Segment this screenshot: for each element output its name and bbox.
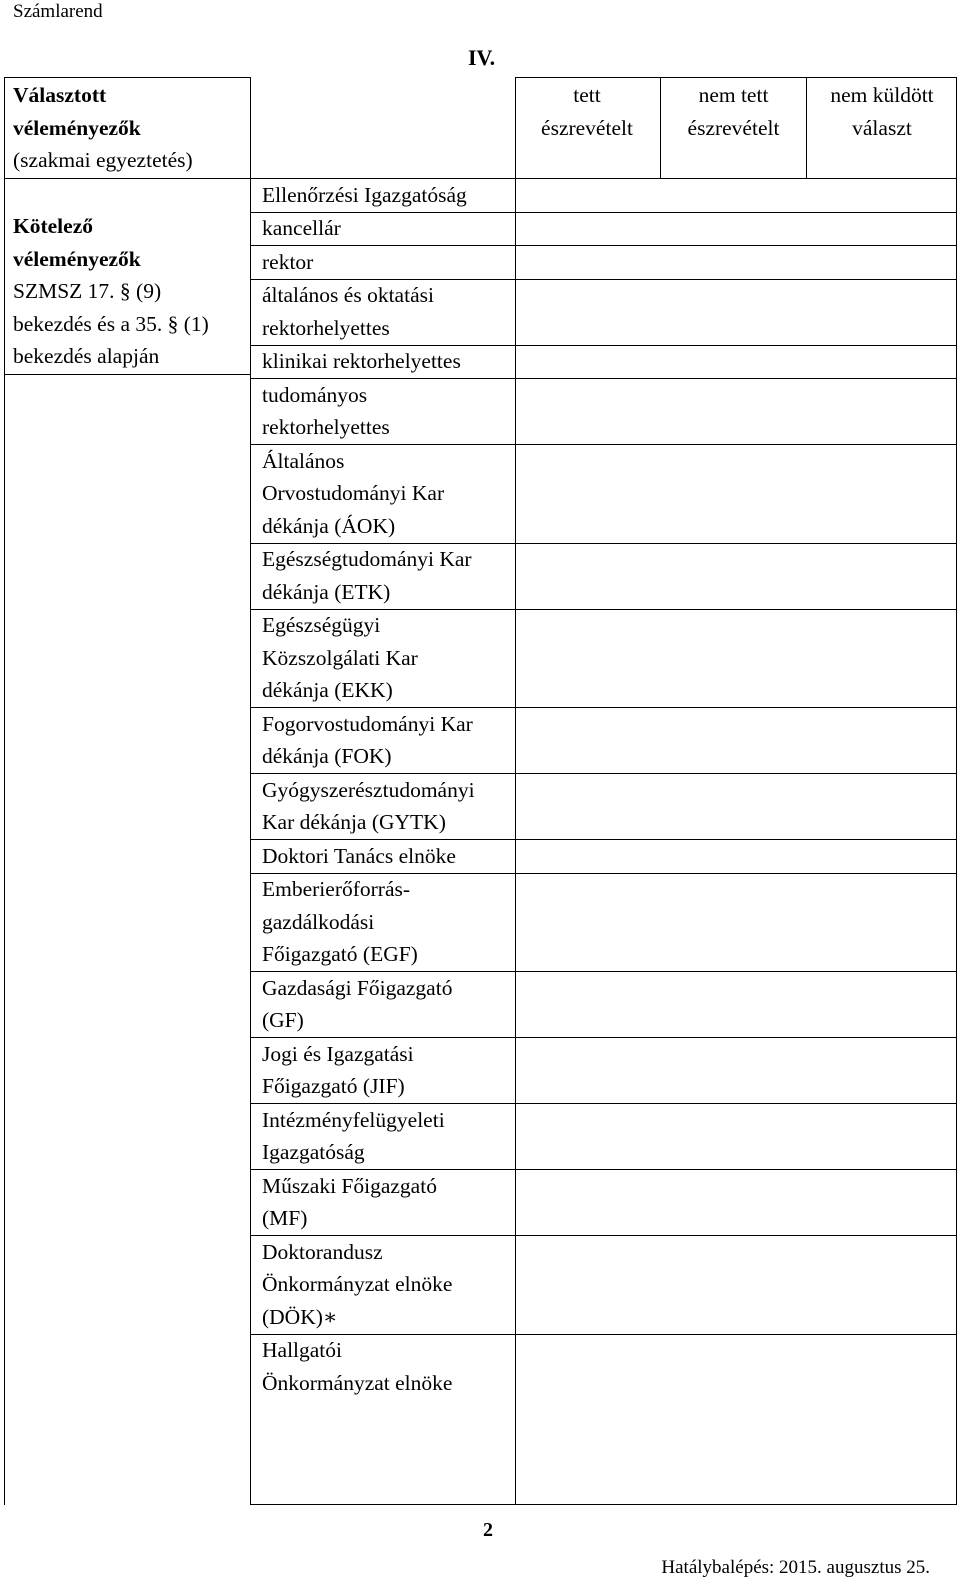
page-number: 2: [483, 1519, 493, 1541]
reviewer-row: [262, 1104, 516, 1169]
reviewer-row: [262, 609, 516, 707]
reviewer-name-line: Fogorvostudományi Kar: [262, 711, 473, 736]
reviewer-name-line: Emberierőforrás-: [262, 877, 411, 901]
reviewer-name-line: Főigazgató (EGF): [262, 942, 418, 966]
reviewer-row: [262, 246, 516, 279]
reviewer-row: [262, 1038, 516, 1103]
reviewer-name-line: tudományos: [262, 382, 368, 407]
reviewer-name-line: Főigazgató (JIF): [262, 1074, 405, 1098]
reviewer-name-line: dékánja (EKK): [262, 678, 393, 702]
reviewer-name-line: Doktorandusz: [262, 1239, 383, 1264]
reviewer-name-line: Hallgatói: [262, 1338, 343, 1362]
reviewer-row: [262, 543, 516, 608]
reviewer-name-line: Igazgatóság: [262, 1140, 365, 1164]
reviewer-name-line: Orvostudományi Kar: [262, 481, 445, 505]
right-border: [956, 77, 957, 1505]
reviewer-row: [262, 179, 516, 212]
reviewer-row: [262, 212, 516, 245]
running-title: Számlarend: [13, 1, 103, 22]
header-bottom-border: [4, 178, 957, 179]
reviewer-name-line: Műszaki Főigazgató: [262, 1173, 437, 1198]
header-no-comment-line-2: észrevételt: [687, 115, 780, 140]
reviewer-name-line: Egészségtudományi Kar: [262, 547, 472, 571]
reviewer-name-line: Doktori Tanács elnöke: [262, 843, 456, 868]
reviewer-row: [262, 345, 516, 378]
header-made-comment: [517, 79, 657, 144]
header-no-reply-line-1: nem küldött: [830, 83, 934, 107]
reviewer-name-line: Önkormányzat elnöke: [262, 1370, 453, 1395]
table-top-border: [4, 77, 250, 78]
header-selected-line-1: Választott: [13, 83, 107, 107]
reviewer-name-line: gazdálkodási: [262, 909, 375, 934]
effective-date: Hatálybalépés: 2015. augusztus 25.: [661, 1557, 930, 1578]
header-selected-line-3: (szakmai egyeztetés): [13, 148, 193, 172]
header-made-comment-line-2: észrevételt: [541, 115, 633, 140]
header-selected-cell: [13, 79, 248, 177]
header-selected-line-2: véleményezők: [13, 115, 141, 140]
reviewer-row: [262, 445, 516, 543]
reviewer-name-line: Jogi és Igazgatási: [262, 1041, 414, 1066]
column-divider: [250, 77, 251, 1505]
mandatory-line-5: bekezdés alapján: [13, 344, 160, 368]
header-made-comment-line-1: tett: [573, 83, 601, 107]
reviewer-name-line: Önkormányzat elnöke: [262, 1272, 453, 1296]
reviewer-row: [262, 1334, 516, 1399]
reviewer-row: [262, 1236, 516, 1334]
column-divider: [806, 77, 807, 178]
mandatory-line-3: SZMSZ 17. § (9): [13, 279, 162, 303]
reviewer-name-line: dékánja (FOK): [262, 744, 392, 768]
reviewer-name-line: dékánja (ETK): [262, 579, 391, 604]
header-no-comment: [661, 79, 806, 144]
reviewer-name-line: rektorhelyettes: [262, 315, 390, 340]
reviewer-name-line: (DÖK)∗: [262, 1304, 338, 1329]
reviewer-row: [262, 972, 516, 1037]
reviewer-row: [262, 873, 516, 971]
reviewer-row: [262, 840, 516, 873]
mandatory-line-2: véleményezők: [13, 246, 141, 271]
reviewer-name-line: Kar dékánja (GYTK): [262, 810, 446, 834]
reviewer-row: [262, 1170, 516, 1235]
reviewer-row: [262, 774, 516, 839]
reviewer-name-line: (GF): [262, 1008, 304, 1032]
reviewer-name-line: klinikai rektorhelyettes: [262, 349, 461, 373]
column-divider: [515, 77, 516, 1505]
reviewer-name-line: Intézményfelügyeleti: [262, 1107, 445, 1132]
header-no-reply-line-2: választ: [852, 115, 912, 140]
mandatory-bottom-border: [4, 374, 250, 375]
reviewer-name-line: dékánja (ÁOK): [262, 513, 396, 538]
reviewer-name-line: Egészségügyi: [262, 613, 381, 637]
reviewer-name-line: rektorhelyettes: [262, 415, 390, 439]
section-heading: IV.: [468, 45, 496, 70]
reviewers-table: [4, 77, 957, 1505]
reviewer-name-line: rektor: [262, 249, 314, 274]
reviewer-row: [262, 708, 516, 773]
table-bottom-border: [250, 1504, 957, 1505]
reviewer-name-line: általános és oktatási: [262, 283, 434, 307]
column-divider: [660, 77, 661, 178]
left-border: [4, 77, 5, 1505]
reviewer-name-line: Általános: [262, 448, 345, 473]
reviewer-row: [262, 379, 516, 444]
reviewer-row: [262, 279, 516, 344]
reviewer-name-line: Gazdasági Főigazgató: [262, 975, 453, 1000]
mandatory-line-4: bekezdés és a 35. § (1): [13, 311, 209, 336]
header-no-reply: [808, 79, 956, 144]
table-top-border: [515, 77, 957, 78]
reviewer-name-line: (MF): [262, 1206, 308, 1230]
reviewer-name-line: Közszolgálati Kar: [262, 645, 418, 670]
reviewer-name-line: kancellár: [262, 216, 341, 240]
mandatory-line-1: Kötelező: [13, 214, 93, 238]
reviewer-name-line: Gyógyszerésztudományi: [262, 777, 475, 802]
mandatory-cell: [13, 210, 248, 373]
reviewer-name-line: Ellenőrzési Igazgatóság: [262, 182, 467, 207]
header-no-comment-line-1: nem tett: [698, 83, 769, 107]
